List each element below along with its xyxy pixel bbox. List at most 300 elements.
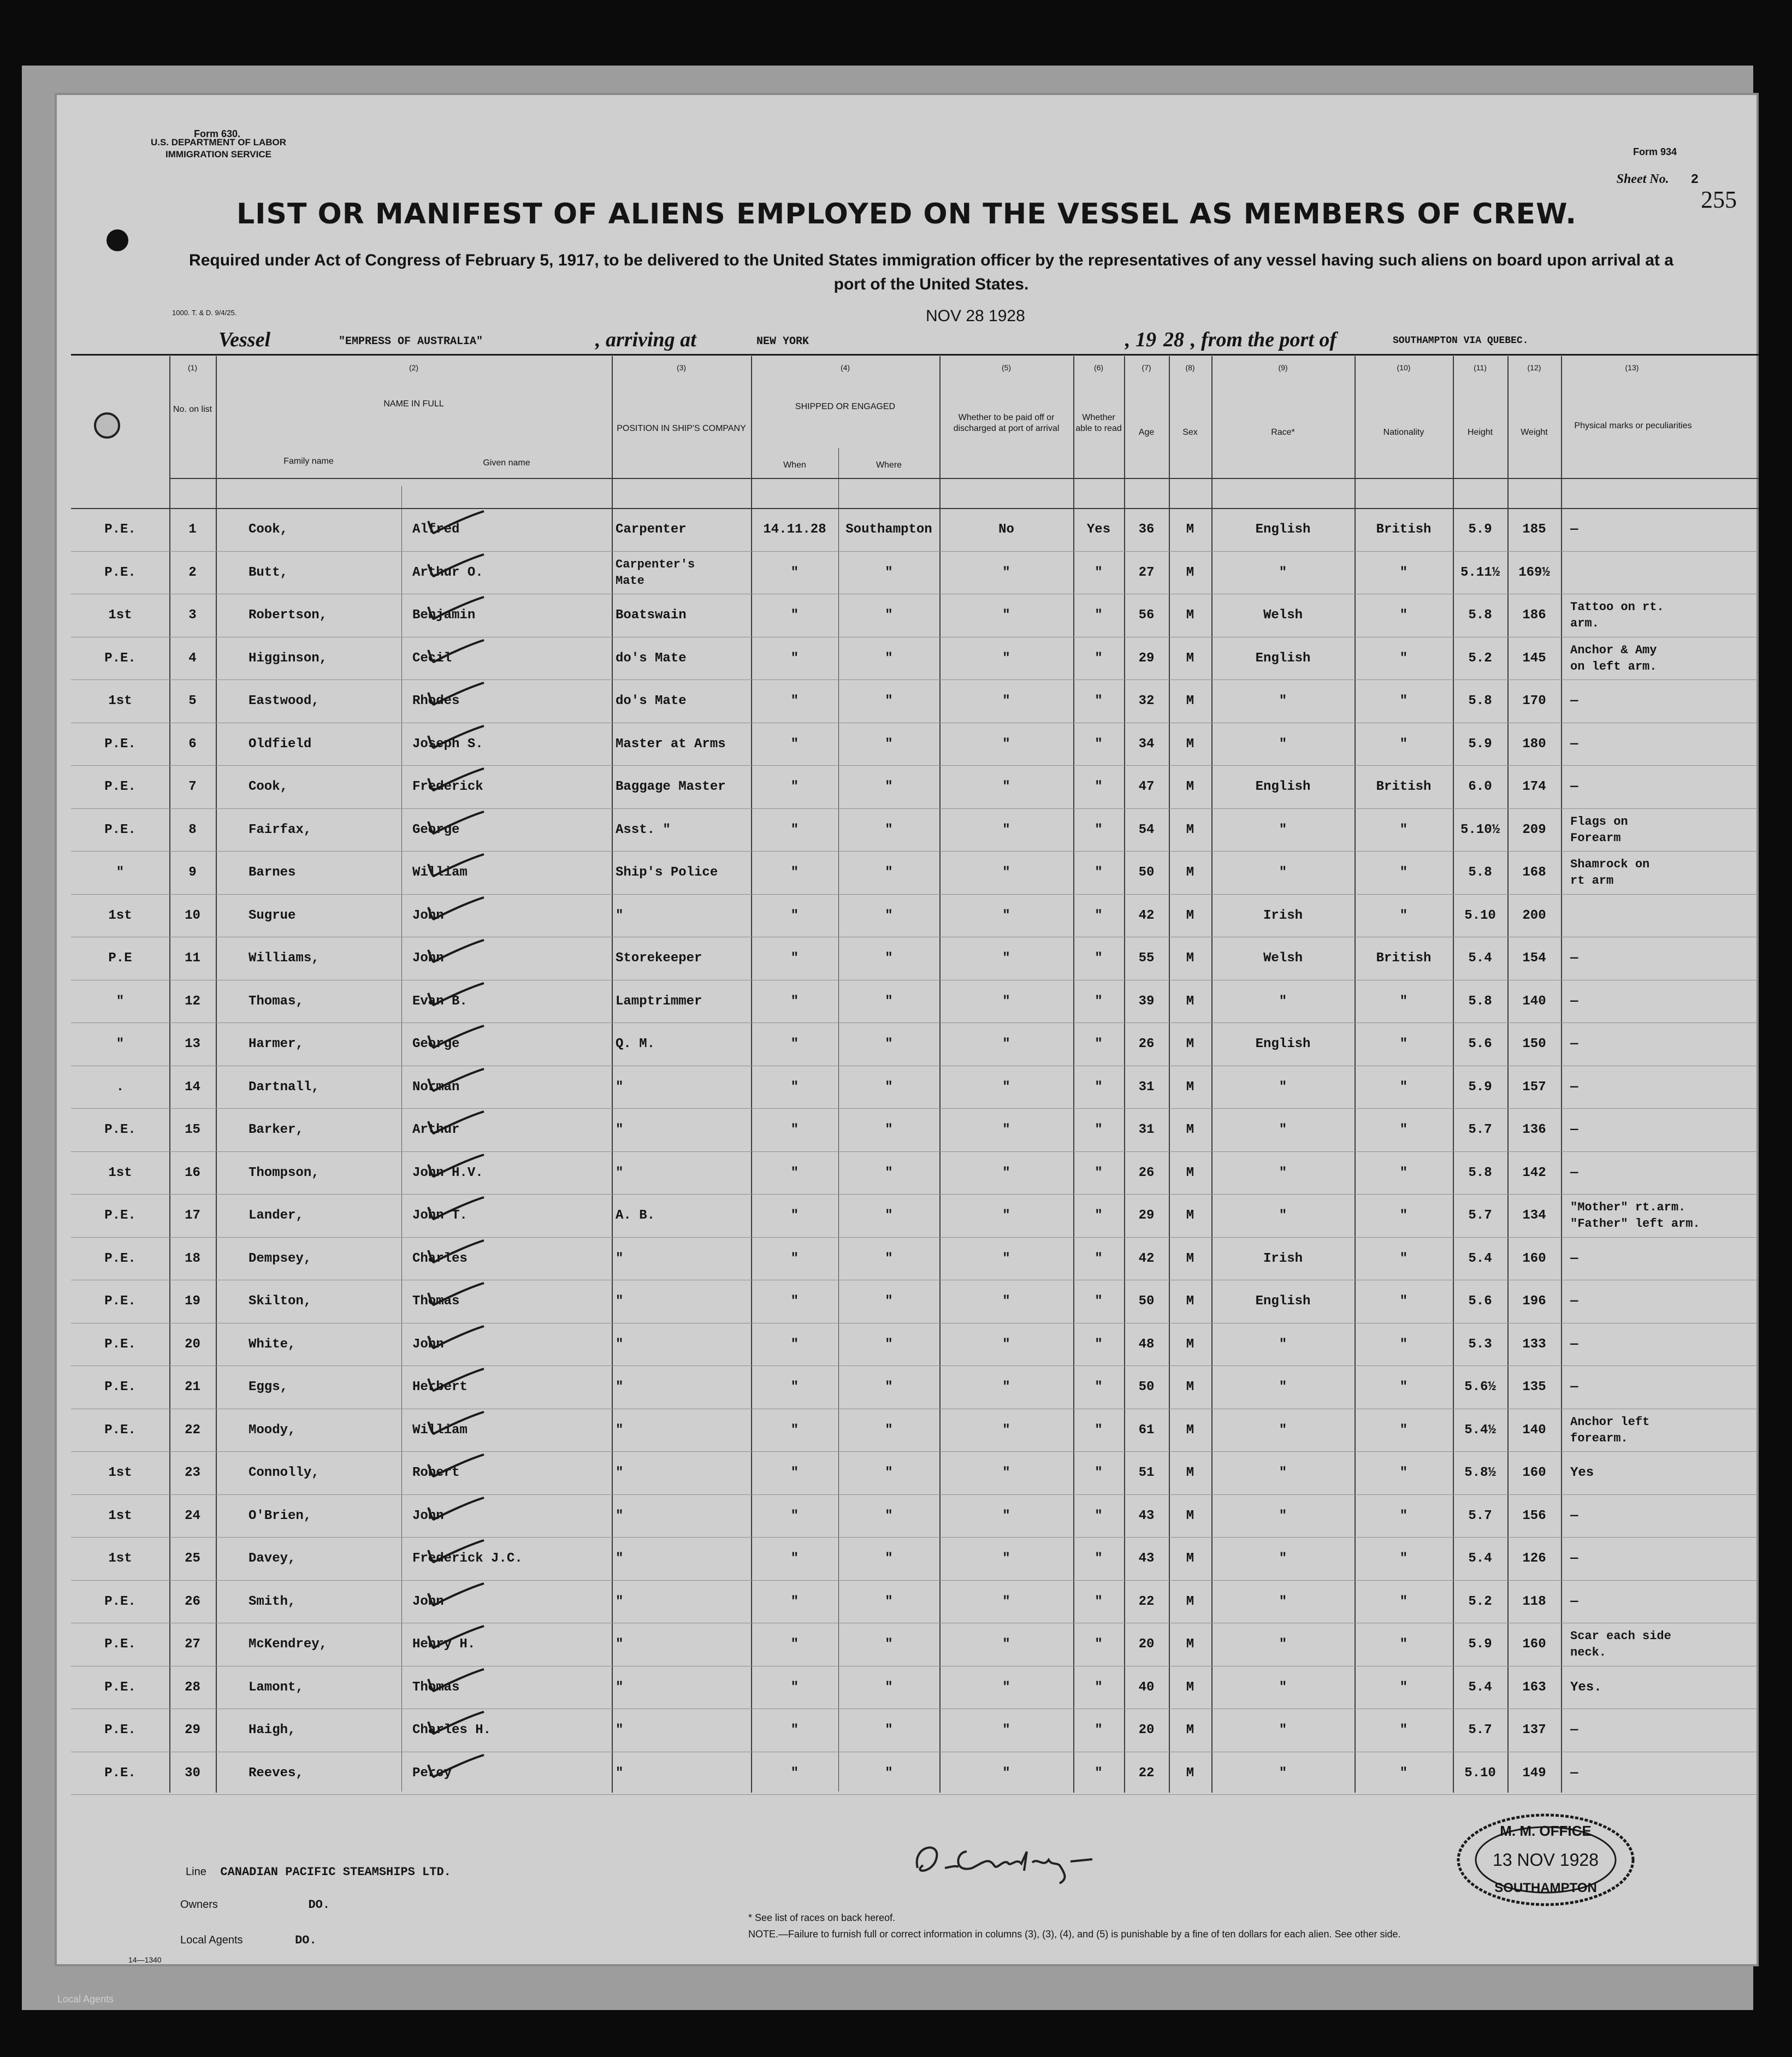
sheet-number <box>1617 172 1699 187</box>
cell-paid: " <box>1002 1422 1010 1438</box>
cell-read: " <box>1095 908 1103 923</box>
cell-marks: — <box>1570 1037 1578 1051</box>
cell-position: " <box>616 1380 624 1394</box>
cell-family: Higginson, <box>249 651 328 666</box>
cell-age: 54 <box>1138 822 1155 837</box>
cell-where: " <box>885 1723 893 1737</box>
col-divider <box>401 486 402 1792</box>
cell-age: 40 <box>1138 1680 1155 1695</box>
cell-mark: P.E. <box>104 522 136 537</box>
cell-weight: 126 <box>1522 1551 1546 1566</box>
cell-height: 5.2 <box>1468 651 1492 666</box>
form-number-left: Form 630. <box>194 128 241 139</box>
cell-age: 48 <box>1138 1337 1155 1352</box>
sheet-number-value: 2 <box>1690 173 1699 187</box>
cell-height: 5.4 <box>1468 1680 1492 1695</box>
checkmark-icon <box>426 895 486 920</box>
cell-nat: " <box>1399 865 1408 880</box>
col-head-race: Race* <box>1271 428 1295 437</box>
cell-position: do's Mate <box>616 694 687 708</box>
col-divider <box>612 356 613 1793</box>
cell-sex: M <box>1186 1723 1194 1737</box>
line-label: Line <box>186 1866 206 1878</box>
cell-mark: P.E. <box>104 1294 136 1309</box>
seal-bottom-text: SOUTHAMPTON <box>1494 1881 1597 1895</box>
cell-position: " <box>616 1680 624 1695</box>
cell-position: Asst. " <box>616 822 671 837</box>
cell-when: " <box>790 565 799 580</box>
punch-hole <box>94 412 120 439</box>
cell-nat: British <box>1376 951 1432 966</box>
cell-no: 17 <box>185 1208 200 1223</box>
cell-weight: 209 <box>1522 822 1546 837</box>
cell-family: Haigh, <box>249 1723 296 1737</box>
cell-weight: 133 <box>1522 1337 1546 1352</box>
cell-paid: No <box>998 522 1014 537</box>
cell-read: " <box>1095 951 1103 966</box>
cell-height: 5.7 <box>1468 1122 1492 1137</box>
cell-no: 18 <box>185 1251 200 1266</box>
cell-height: 5.10 <box>1464 908 1496 923</box>
cell-read: " <box>1095 1723 1103 1737</box>
cell-paid: " <box>1002 694 1010 708</box>
cell-height: 5.8 <box>1468 608 1492 623</box>
cell-height: 5.4 <box>1468 1251 1492 1266</box>
cell-nat: " <box>1399 1079 1408 1095</box>
from-label: , from the port of <box>1191 328 1337 351</box>
cell-position: " <box>616 1765 624 1781</box>
cell-family: Moody, <box>249 1422 296 1438</box>
column-number: (8) <box>1185 363 1195 372</box>
cell-when: " <box>790 1208 799 1223</box>
cell-no: 23 <box>185 1465 200 1480</box>
cell-height: 5.6½ <box>1464 1380 1496 1394</box>
cell-marks: — <box>1570 522 1578 537</box>
cell-nat: " <box>1399 822 1408 837</box>
checkmark-icon <box>426 552 486 577</box>
cell-mark: P.E. <box>104 1680 136 1695</box>
bottom-left-label: Local Agents <box>57 1994 114 2005</box>
cell-paid: " <box>1002 1337 1010 1352</box>
cell-age: 42 <box>1138 908 1155 923</box>
notes <box>748 1910 1401 1942</box>
form-code: 14—1340 <box>128 1955 162 1964</box>
cell-position: " <box>616 1508 624 1523</box>
cell-marks: — <box>1570 994 1578 1009</box>
cell-marks: — <box>1570 1337 1578 1352</box>
penalty-note: NOTE.—Failure to furnish full or correct information in columns (3), (3), (4), and (5) is punishable by a fine of ten dollars for each alien. See other side. <box>748 1929 1401 1940</box>
checkmark-icon <box>426 1067 486 1092</box>
cell-when: " <box>790 1680 799 1695</box>
cell-given: John <box>412 1337 444 1352</box>
department-name: U.S. DEPARTMENT OF LABOR <box>150 137 287 147</box>
cell-given: Arthur O. <box>412 565 483 580</box>
cell-race: " <box>1279 1723 1287 1737</box>
cell-read: " <box>1095 1765 1103 1781</box>
cell-race: English <box>1255 651 1311 666</box>
cell-paid: " <box>1002 865 1010 880</box>
checkmark-icon <box>426 1024 486 1049</box>
row-rule <box>71 1108 1759 1109</box>
line-value: CANADIAN PACIFIC STEAMSHIPS LTD. <box>220 1865 451 1879</box>
cell-given: George <box>412 822 460 837</box>
cell-family: Dempsey, <box>249 1251 312 1266</box>
cell-when: " <box>790 1165 799 1180</box>
cell-height: 5.9 <box>1468 1637 1492 1652</box>
cell-sex: M <box>1186 1765 1194 1781</box>
cell-when: " <box>790 1294 799 1309</box>
cell-given: Robert <box>412 1465 460 1480</box>
row-rule <box>71 851 1759 852</box>
cell-sex: M <box>1186 994 1194 1009</box>
col-head-weight: Weight <box>1521 428 1548 437</box>
cell-when: " <box>790 1037 799 1051</box>
cell-mark: P.E. <box>104 1208 136 1223</box>
cell-given: Alfred <box>412 522 460 537</box>
cell-no: 6 <box>188 736 197 752</box>
cell-mark: P.E. <box>104 1765 136 1781</box>
cell-paid: " <box>1002 1551 1010 1566</box>
cell-mark: " <box>116 1037 125 1051</box>
cell-family: Fairfax, <box>249 822 312 837</box>
cell-race: English <box>1255 522 1311 537</box>
cell-paid: " <box>1002 1079 1010 1095</box>
cell-mark: 1st <box>108 1551 132 1566</box>
row-rule <box>71 551 1759 552</box>
cell-nat: " <box>1399 1122 1408 1137</box>
cell-family: Eastwood, <box>249 694 320 708</box>
cell-weight: 174 <box>1522 779 1546 794</box>
checkmark-icon <box>426 1238 486 1263</box>
cell-paid: " <box>1002 1294 1010 1309</box>
checkmark-icon <box>426 809 486 835</box>
checkmark-icon <box>426 509 486 534</box>
cell-mark: P.E <box>108 951 132 966</box>
cell-mark: P.E. <box>104 651 136 666</box>
col-head-height: Height <box>1467 428 1493 437</box>
cell-where: " <box>885 1294 893 1309</box>
cell-sex: M <box>1186 1637 1194 1652</box>
cell-race: Welsh <box>1263 608 1303 623</box>
cell-sex: M <box>1186 608 1194 623</box>
cell-weight: 156 <box>1522 1508 1546 1523</box>
cell-weight: 160 <box>1522 1637 1546 1652</box>
cell-sex: M <box>1186 1165 1194 1180</box>
cell-family: Robertson, <box>249 608 328 623</box>
cell-height: 5.8 <box>1468 694 1492 708</box>
cell-weight: 135 <box>1522 1380 1546 1394</box>
cell-age: 50 <box>1138 1380 1155 1394</box>
cell-nat: " <box>1399 1594 1408 1609</box>
cell-where: " <box>885 908 893 923</box>
cell-nat: " <box>1399 651 1408 666</box>
cell-family: Davey, <box>249 1551 296 1566</box>
cell-paid: " <box>1002 822 1010 837</box>
cell-height: 5.7 <box>1468 1723 1492 1737</box>
cell-paid: " <box>1002 608 1010 623</box>
cell-height: 5.4 <box>1468 1551 1492 1566</box>
checkmark-icon <box>426 681 486 706</box>
cell-where: " <box>885 951 893 966</box>
cell-weight: 145 <box>1522 651 1546 666</box>
cell-given: Cecil <box>412 651 452 666</box>
col-head-nationality: Nationality <box>1383 428 1424 437</box>
cell-family: O'Brien, <box>249 1508 312 1523</box>
column-number: (12) <box>1527 363 1541 372</box>
cell-read: " <box>1095 1594 1103 1609</box>
cell-where: " <box>885 1680 893 1695</box>
cell-when: 14.11.28 <box>763 522 826 537</box>
cell-no: 13 <box>185 1037 200 1051</box>
cell-paid: " <box>1002 1122 1010 1137</box>
cell-paid: " <box>1002 651 1010 666</box>
cell-race: " <box>1279 1165 1287 1180</box>
cell-age: 47 <box>1138 779 1155 794</box>
cell-marks: — <box>1570 1165 1578 1180</box>
punch-hole <box>107 229 128 251</box>
cell-where: " <box>885 736 893 752</box>
checkmark-icon <box>426 638 486 663</box>
cell-age: 56 <box>1138 608 1155 623</box>
cell-marks: Flags on Forearm <box>1570 814 1628 845</box>
cell-race: " <box>1279 1551 1287 1566</box>
cell-paid: " <box>1002 779 1010 794</box>
page-title: LIST OR MANIFEST OF ALIENS EMPLOYED ON THE VESSEL AS MEMBERS OF CREW. <box>236 198 1577 230</box>
checkmark-icon <box>426 1410 486 1435</box>
cell-family: White, <box>249 1337 296 1352</box>
cell-read: " <box>1095 1079 1103 1095</box>
cell-where: " <box>885 1637 893 1652</box>
cell-age: 32 <box>1138 694 1155 708</box>
cell-no: 1 <box>188 522 197 537</box>
cell-read: " <box>1095 565 1103 580</box>
vessel-line <box>55 328 1759 354</box>
checkmark-icon <box>426 1281 486 1306</box>
cell-mark: " <box>116 994 125 1009</box>
cell-given: Charles <box>412 1251 468 1266</box>
cell-age: 34 <box>1138 736 1155 752</box>
cell-height: 5.6 <box>1468 1037 1492 1051</box>
cell-no: 19 <box>185 1294 200 1309</box>
cell-nat: " <box>1399 908 1408 923</box>
cell-when: " <box>790 1508 799 1523</box>
cell-when: " <box>790 994 799 1009</box>
cell-when: " <box>790 1079 799 1095</box>
cell-given: William <box>412 1422 468 1438</box>
cell-race: " <box>1279 994 1287 1009</box>
cell-read: Yes <box>1086 522 1111 537</box>
cell-age: 36 <box>1138 522 1155 537</box>
cell-mark: P.E. <box>104 822 136 837</box>
cell-position: " <box>616 1551 624 1566</box>
cell-position: Carpenter <box>616 522 687 537</box>
col-head-age: Age <box>1138 428 1155 437</box>
cell-read: " <box>1095 651 1103 666</box>
column-number: (9) <box>1278 363 1288 372</box>
cell-where: " <box>885 1508 893 1523</box>
column-number: (13) <box>1625 363 1639 372</box>
cell-race: English <box>1255 779 1311 794</box>
cell-paid: " <box>1002 1251 1010 1266</box>
cell-no: 15 <box>185 1122 200 1137</box>
cell-height: 6.0 <box>1468 779 1492 794</box>
cell-sex: M <box>1186 1422 1194 1438</box>
cell-mark: P.E. <box>104 1594 136 1609</box>
cell-position: " <box>616 1251 624 1266</box>
cell-sex: M <box>1186 1337 1194 1352</box>
cell-height: 5.3 <box>1468 1337 1492 1352</box>
cell-given: John <box>412 908 444 923</box>
cell-family: Thompson, <box>249 1165 320 1180</box>
race-note: * See list of races on back hereof. <box>748 1912 896 1923</box>
col-head-paid-off: Whether to be paid off or discharged at port of arrival <box>953 413 1060 433</box>
header-rule <box>71 354 1759 356</box>
cell-age: 20 <box>1138 1637 1155 1652</box>
checkmark-icon <box>426 724 486 749</box>
col-head-where: Where <box>876 460 902 470</box>
cell-paid: " <box>1002 1165 1010 1180</box>
cell-race: " <box>1279 1765 1287 1781</box>
cell-position: " <box>616 1594 624 1609</box>
cell-position: " <box>616 1165 624 1180</box>
cell-weight: 200 <box>1522 908 1546 923</box>
cell-when: " <box>790 1337 799 1352</box>
cell-no: 25 <box>185 1551 200 1566</box>
cell-given: William <box>412 865 468 880</box>
cell-nat: " <box>1399 565 1408 580</box>
cell-family: Barker, <box>249 1122 304 1137</box>
cell-where: " <box>885 651 893 666</box>
cell-where: " <box>885 1165 893 1180</box>
row-rule <box>71 1794 1759 1795</box>
cell-no: 14 <box>185 1079 200 1095</box>
checkmark-icon <box>426 1667 486 1692</box>
row-rule <box>71 1451 1759 1452</box>
cell-nat: " <box>1399 1765 1408 1781</box>
seal-date: 13 NOV 1928 <box>1493 1850 1599 1870</box>
cell-when: " <box>790 1594 799 1609</box>
cell-marks: Shamrock on rt arm <box>1570 858 1650 888</box>
col-head-given: Given name <box>483 458 530 468</box>
cell-age: 43 <box>1138 1551 1155 1566</box>
arrival-port: NEW YORK <box>756 335 809 348</box>
cell-paid: " <box>1002 1037 1010 1051</box>
cell-read: " <box>1095 1465 1103 1480</box>
col-head-sex: Sex <box>1182 428 1198 437</box>
cell-weight: 168 <box>1522 865 1546 880</box>
cell-age: 29 <box>1138 651 1155 666</box>
checkmark-icon <box>426 1324 486 1349</box>
cell-position: " <box>616 1422 624 1438</box>
cell-height: 5.7 <box>1468 1208 1492 1223</box>
cell-when: " <box>790 1422 799 1438</box>
cell-marks: — <box>1570 1251 1578 1266</box>
line-field <box>186 1865 451 1879</box>
cell-no: 26 <box>185 1594 200 1609</box>
cell-age: 43 <box>1138 1508 1155 1523</box>
cell-weight: 140 <box>1522 1422 1546 1438</box>
cell-family: Cook, <box>249 779 288 794</box>
checkmark-icon <box>426 981 486 1006</box>
cell-nat: " <box>1399 1251 1408 1266</box>
agents-label: Local Agents <box>180 1934 243 1946</box>
cell-no: 28 <box>185 1680 200 1695</box>
cell-read: " <box>1095 1165 1103 1180</box>
cell-paid: " <box>1002 908 1010 923</box>
cell-where: " <box>885 779 893 794</box>
col-head-no: No. on list <box>173 405 212 414</box>
cell-race: " <box>1279 1508 1287 1523</box>
cell-paid: " <box>1002 1594 1010 1609</box>
cell-read: " <box>1095 1508 1103 1523</box>
cell-paid: " <box>1002 1380 1010 1394</box>
cell-position: Ship's Police <box>616 865 718 880</box>
cell-age: 20 <box>1138 1723 1155 1737</box>
cell-weight: 185 <box>1522 522 1546 537</box>
cell-nat: " <box>1399 608 1408 623</box>
cell-where: " <box>885 865 893 880</box>
cell-mark: P.E. <box>104 1723 136 1737</box>
cell-sex: M <box>1186 565 1194 580</box>
cell-when: " <box>790 1723 799 1737</box>
cell-paid: " <box>1002 1680 1010 1695</box>
cell-family: Williams, <box>249 951 320 966</box>
cell-weight: 150 <box>1522 1037 1546 1051</box>
manifest-sheet <box>55 93 1759 1966</box>
cell-paid: " <box>1002 1765 1010 1781</box>
cell-family: Skilton, <box>249 1294 312 1309</box>
checkmark-icon <box>426 1710 486 1735</box>
cell-race: English <box>1255 1037 1311 1051</box>
cell-race: " <box>1279 1594 1287 1609</box>
cell-where: " <box>885 1594 893 1609</box>
col-divider <box>1561 356 1562 1793</box>
cell-where: " <box>885 822 893 837</box>
checkmark-icon <box>426 852 486 877</box>
cell-given: Thomas <box>412 1294 460 1309</box>
cell-where: " <box>885 1380 893 1394</box>
department <box>147 137 289 161</box>
cell-position: " <box>616 1637 624 1652</box>
cell-weight: 170 <box>1522 694 1546 708</box>
cell-paid: " <box>1002 1723 1010 1737</box>
sheet-number-label: Sheet No. <box>1616 172 1669 186</box>
year-label: , 19 <box>1125 328 1156 351</box>
row-rule <box>71 679 1759 680</box>
cell-marks: Anchor & Amy on left arm. <box>1570 643 1657 673</box>
cell-no: 21 <box>185 1380 200 1394</box>
cell-marks: Yes <box>1570 1465 1594 1480</box>
cell-height: 5.9 <box>1468 736 1492 752</box>
cell-read: " <box>1095 1680 1103 1695</box>
cell-no: 12 <box>185 994 200 1009</box>
cell-sex: M <box>1186 736 1194 752</box>
cell-when: " <box>790 736 799 752</box>
cell-sex: M <box>1186 1380 1194 1394</box>
cell-nat: " <box>1399 1380 1408 1394</box>
cell-no: 4 <box>188 651 197 666</box>
cell-age: 26 <box>1138 1037 1155 1051</box>
cell-family: Cook, <box>249 522 288 537</box>
cell-family: Eggs, <box>249 1380 288 1394</box>
cell-when: " <box>790 608 799 623</box>
cell-height: 5.8½ <box>1464 1465 1496 1480</box>
column-number: (11) <box>1474 363 1487 372</box>
cell-race: Irish <box>1263 908 1303 923</box>
cell-race: " <box>1279 1465 1287 1480</box>
checkmark-icon <box>426 595 486 620</box>
cell-given: John <box>412 1508 444 1523</box>
